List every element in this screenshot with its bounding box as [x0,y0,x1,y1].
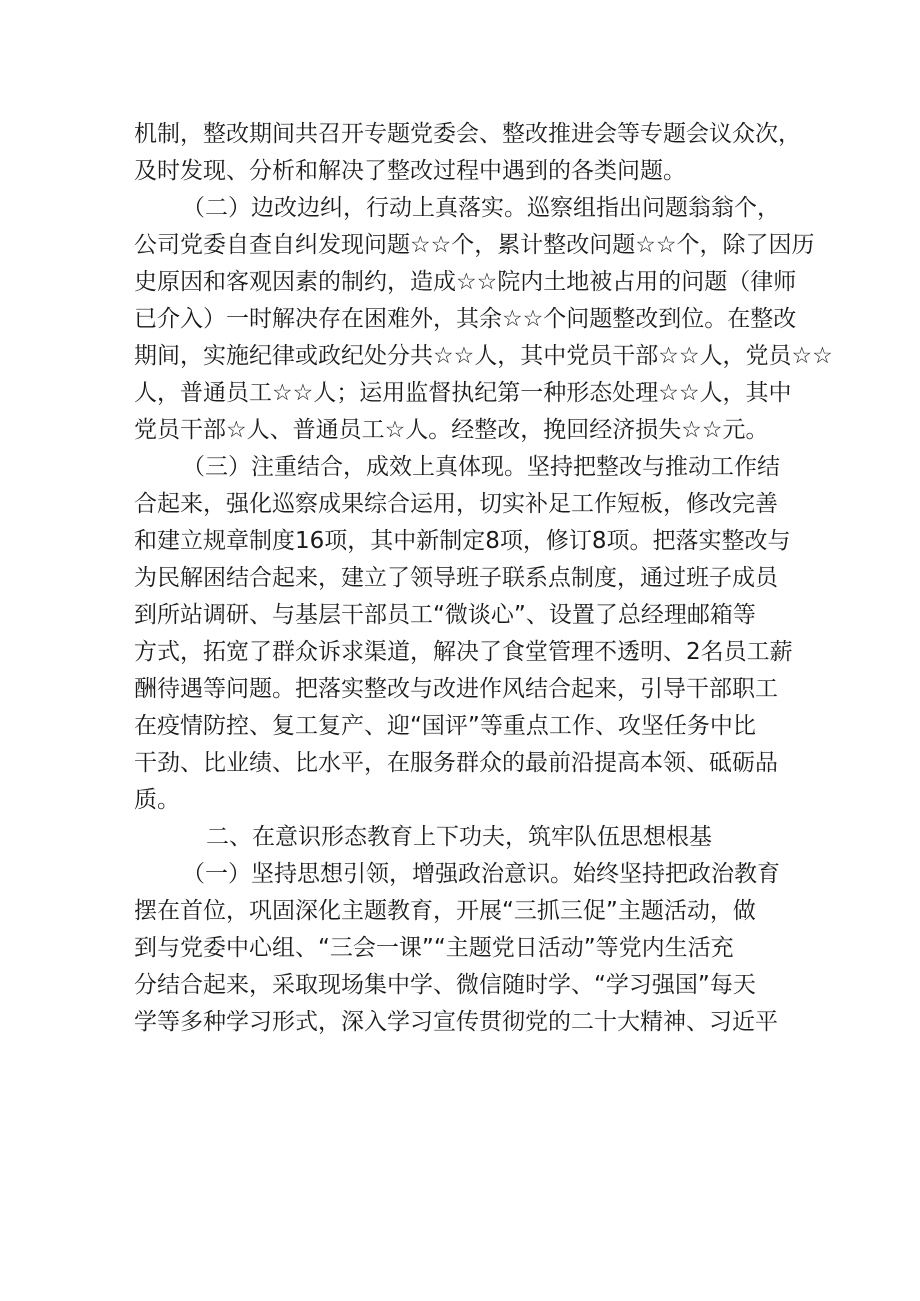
text-line: 史原因和客观因素的制约，造成☆☆院内土地被占用的问题（律师 [134,269,797,295]
text-line: 为民解困结合起来，建立了领导班子联系点制度，通过班子成员 [134,565,778,591]
text-line: 及时发现、分析和解决了整改过程中遇到的各类问题。 [134,158,686,184]
text-line: （三）注重结合，成效上真体现。坚持把整改与推动工作结 [182,454,780,480]
text-line: 质。 [134,787,180,813]
text-line: 摆在首位，巩固深化主题教育，开展“三抓三促”主题活动，做 [134,898,756,924]
text-line: 合起来，强化巡察成果综合运用，切实补足工作短板，修改完善 [134,491,778,517]
text-line: 到与党委中心组、“三会一课”“主题党日活动”等党内生活充 [134,935,734,961]
text-line: 学等多种学习形式，深入学习宣传贯彻党的二十大精神、习近平 [134,1009,778,1035]
text-line: 干劲、比业绩、比水平，在服务群众的最前沿提高本领、砥砺品 [134,750,778,776]
section-heading: 二、在意识形态教育上下功夫，筑牢队伍思想根基 [206,824,712,850]
text-line: 酬待遇等问题。把落实整改与改进作风结合起来，引导干部职工 [134,676,778,702]
text-line: 人，普通员工☆☆人；运用监督执纪第一种形态处理☆☆人，其中 [134,380,792,406]
text-line: 分结合起来，采取现场集中学、微信随时学、“学习强国”每天 [134,972,756,998]
text-line: 党员干部☆人、普通员工☆人。经整改，挽回经济损失☆☆元。 [134,417,769,443]
text-line: 和建立规章制度16项，其中新制定8项，修订8项。把落实整改与 [134,528,791,554]
text-line: 已介入）一时解决存在困难外，其余☆☆个问题整改到位。在整改 [134,306,797,332]
text-line: 公司党委自查自纠发现问题☆☆个，累计整改问题☆☆个，除了因历 [134,232,815,258]
text-line: 方式，拓宽了群众诉求渠道，解决了食堂管理不透明、2名员工薪 [134,639,793,665]
text-line: （二）边改边纠，行动上真落实。巡察组指出问题翁翁个， [182,195,780,221]
text-line: 在疫情防控、复工复产、迎“国评”等重点工作、攻坚任务中比 [134,713,756,739]
text-line: 到所站调研、与基层干部员工“微谈心”、设置了总经理邮箱等 [134,602,756,628]
text-line: 机制，整改期间共召开专题党委会、整改推进会等专题会议众次， [134,121,801,147]
text-line: （一）坚持思想引领，增强政治意识。始终坚持把政治教育 [182,861,780,887]
text-line: 期间，实施纪律或政纪处分共☆☆人，其中党员干部☆☆人，党员☆☆ [134,343,833,369]
document-body [134,116,833,1041]
